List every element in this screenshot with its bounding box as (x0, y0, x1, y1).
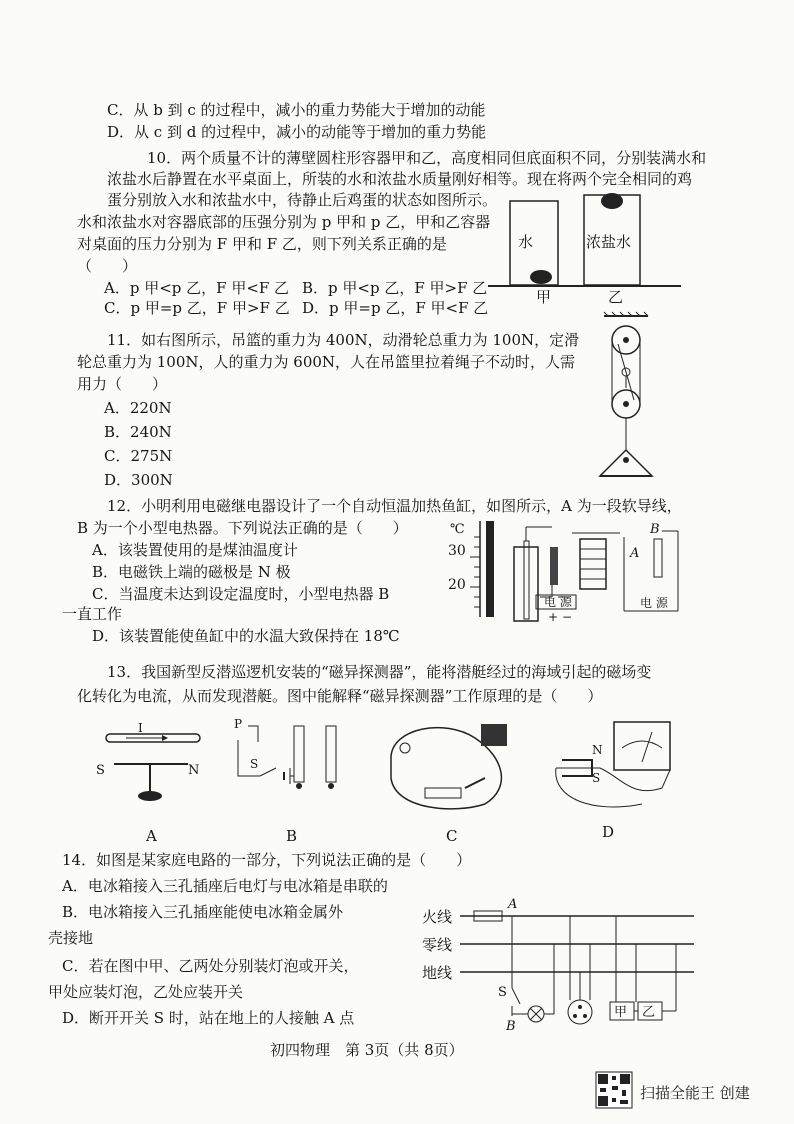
slot-yi-label: 乙 (642, 1005, 656, 1020)
current-label: I (138, 721, 143, 735)
q10-stem-line4: 水和浓盐水对容器底部的压强分别为 p 甲和 p 乙，甲和乙容器 (77, 213, 491, 231)
q10-stem-line1: 10．两个质量不计的薄壁圆柱形容器甲和乙，高度相同但底面积不同，分别装满水和 (147, 149, 707, 167)
q14-option-b-line2: 壳接地 (48, 929, 94, 947)
needle-s-label: S (96, 763, 105, 778)
fig-water-label: 水 (518, 233, 534, 251)
q13-fig-a (90, 721, 210, 820)
q9-option-d: D．从 c 到 d 的过程中，减小的动能等于增加的重力势能 (107, 123, 487, 141)
q11-pulley-figure (596, 312, 656, 484)
q13-fig-b (230, 716, 350, 802)
q14-option-a: A．电冰箱接入三孔插座后电灯与电冰箱是串联的 (62, 877, 388, 895)
q13-stem-line1: 13．我国新型反潜巡逻机安装的“磁异探测器”，能将潜艇经过的海域引起的磁场变 (107, 663, 652, 681)
q14-option-b-line1: B．电冰箱接入三孔插座能使电冰箱金属外 (62, 903, 344, 921)
fig-jia-label: 甲 (536, 288, 552, 306)
q10-option-c: C．p 甲=p 乙，F 甲>F 乙 (104, 299, 290, 317)
q10-option-d: D．p 甲=p 乙，F 甲<F 乙 (302, 299, 489, 317)
q11-stem-line2: 轮总重力为 100N，人的重力为 600N，人在吊篮里拉着绳子不动时，人需 (77, 353, 576, 371)
fig-brine-label: 浓盐水 (586, 233, 632, 251)
galvanometer-icon (614, 722, 670, 770)
q10-container-figure (486, 185, 691, 305)
magnet-s-label: S (592, 771, 601, 785)
point-b-label: B (506, 1019, 516, 1034)
heater-b-label: B (650, 522, 660, 537)
q12-option-d: D．该装置能使鱼缸中的水温大致保持在 18℃ (92, 627, 400, 645)
terminal-p-label: P (234, 717, 243, 731)
magnet-n-label: N (592, 743, 603, 757)
q10-option-b: B．p 甲<p 乙，F 甲>F 乙 (302, 279, 488, 297)
q12-option-b: B．电磁铁上端的磁极是 N 极 (92, 563, 291, 581)
q13-label-c: C (446, 827, 458, 845)
q11-option-b: B．240N (104, 423, 172, 441)
unit-celsius: ℃ (450, 522, 465, 537)
q14-household-circuit-figure (420, 892, 700, 1032)
page-footer: 初四物理 第 3页（共 8页） (270, 1041, 464, 1059)
coil-icon (481, 724, 507, 746)
q12-option-c-line1: C．当温度未达到设定温度时，小型电热器 B (92, 585, 390, 603)
q10-answer-blank: （ ） (77, 257, 138, 275)
q11-stem-line3: 用力（ ） (77, 375, 168, 393)
slot-jia-label: 甲 (614, 1005, 628, 1020)
scanner-watermark: 扫描全能王 创建 (640, 1084, 750, 1102)
fig-yi-label: 乙 (608, 288, 624, 306)
power-label-2: 电 源 (640, 596, 668, 610)
wire-a-label: A (630, 546, 640, 561)
q14-stem: 14．如图是某家庭电路的一部分，下列说法正确的是（ ） (62, 851, 472, 869)
tick-30: 30 (448, 543, 466, 559)
q14-option-c-line2: 甲处应装灯泡，乙处应装开关 (48, 983, 244, 1001)
q10-stem-line5: 对桌面的压力分别为 F 甲和 F 乙，则下列关系正确的是 (77, 235, 447, 253)
floating-egg-icon (601, 193, 623, 209)
q11-option-c: C．275N (104, 447, 173, 465)
q12-option-a: A．该装置使用的是煤油温度计 (92, 541, 298, 559)
q9-option-c: C．从 b 到 c 的过程中，减小的重力势能大于增加的动能 (107, 101, 486, 119)
q12-relay-figure (440, 517, 700, 627)
minus-sign: − (562, 610, 573, 624)
q13-label-d: D (602, 823, 615, 841)
electromagnet-icon (580, 539, 606, 589)
qr-code-icon (596, 1072, 632, 1108)
live-wire-label: 火线 (422, 908, 453, 926)
tick-20: 20 (448, 577, 466, 593)
switch-s-label-14: S (498, 985, 507, 1000)
needle-n-label: N (188, 763, 200, 778)
q13-stem-line2: 化转化为电流，从而发现潜艇。图中能解释“磁异探测器”工作原理的是（ ） (77, 687, 603, 705)
neutral-wire-label: 零线 (422, 936, 453, 954)
q11-option-d: D．300N (104, 471, 173, 489)
thermometer-icon (486, 521, 494, 617)
q12-stem-line1: 12．小明利用电磁继电器设计了一个自动恒温加热鱼缸，如图所示，A 为一段软导线， (107, 497, 682, 515)
plus-sign: + (548, 610, 559, 624)
q11-stem-line1: 11．如右图所示，吊篮的重力为 400N，动滑轮总重力为 100N，定滑 (107, 331, 580, 349)
q10-stem-line3: 蛋分别放入水和浓盐水中，待静止后鸡蛋的状态如图所示。 (107, 191, 498, 209)
q12-option-c-line2: 一直工作 (62, 605, 123, 623)
q10-option-a: A．p 甲<p 乙，F 甲<F 乙 (104, 279, 290, 297)
sunk-egg-icon (530, 270, 552, 284)
q11-option-a: A．220N (104, 399, 172, 417)
point-a-label: A (508, 897, 518, 912)
power-label-1: 电 源 (544, 595, 572, 609)
three-pin-socket-icon (568, 1000, 592, 1024)
q14-option-c-line1: C．若在图中甲、乙两处分别装灯泡或开关， (62, 957, 359, 975)
q12-stem-line2: B 为一个小型电热器。下列说法正确的是（ ） (77, 519, 408, 537)
q14-option-d: D．断开开关 S 时，站在地上的人接触 A 点 (62, 1009, 355, 1027)
ground-wire-label: 地线 (422, 964, 453, 982)
q13-fig-d (552, 718, 682, 818)
q10-stem-line2: 浓盐水后静置在水平桌面上，所装的水和浓盐水质量刚好相等。现在将两个完全相同的鸡 (107, 170, 693, 188)
q13-fig-c (385, 718, 515, 814)
q13-label-b: B (286, 827, 298, 845)
q13-label-a: A (146, 827, 157, 845)
switch-s-label: S (250, 757, 259, 771)
